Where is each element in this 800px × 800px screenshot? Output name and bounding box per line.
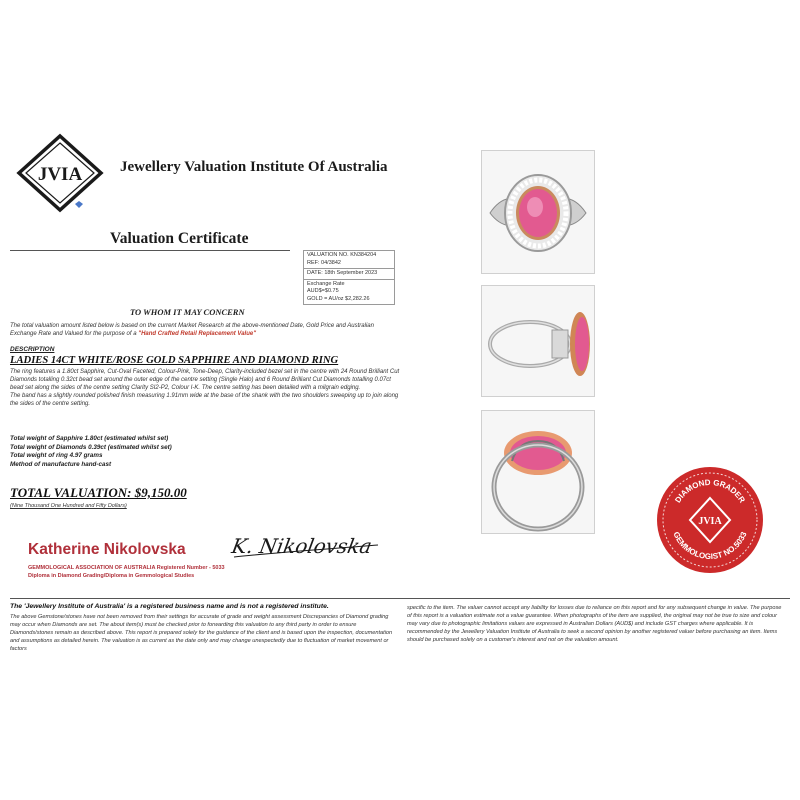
seal-top-text: DIAMOND GRADER xyxy=(673,477,747,505)
valuation-number: VALUATION NO. KN384204 xyxy=(307,252,377,258)
title-divider xyxy=(10,250,290,251)
diamond-weight: Total weight of Diamonds 0.39ct (estimated whilst set) xyxy=(10,443,172,451)
salutation: TO WHOM IT MAY CONCERN xyxy=(130,307,245,317)
footer-divider xyxy=(10,598,790,599)
manufacture-method: Method of manufacture hand-cast xyxy=(10,460,112,468)
org-name: Jewellery Valuation Institute Of Australia xyxy=(120,159,388,175)
seal-center-text: JVIA xyxy=(698,516,722,527)
valuation-purpose: "Hand Crafted Retail Replacement Value" xyxy=(138,331,257,337)
item-description xyxy=(10,368,402,408)
gemmologist-seal xyxy=(655,465,765,575)
signature-text: K. Nikolovska xyxy=(229,534,374,558)
logo-text: JVIA xyxy=(37,164,83,185)
valuer-name: Katherine Nikolovska xyxy=(28,541,186,558)
ring-photo-side xyxy=(481,285,595,397)
exchange-rate-label: Exchange Rate xyxy=(307,280,345,287)
disclaimer-left: The above Gemstone/stones have not been removed from their settings for accurate of grade and weight assessment Discrepancies of Diamond grading may occur when Diamonds are set. The about item(s) must be checked prior to forwarding this valuation to any third party in order to ensure Diamonds/stones remain as described above. This report is prepared solely for the guidance of the client and is based upon the inspection, documentation and assumptions as detailed herein. The valuation is as current as the date only and may change unexpectedly due to fluctuation of market movement or factors xyxy=(10,614,393,652)
seal-bottom-text: GEMMOLOGIST NO.5033 xyxy=(671,530,749,562)
valuer-diploma: Diploma in Diamond Grading/Diploma in Gemmological Studies xyxy=(28,573,195,579)
valuer-signature xyxy=(228,523,388,569)
ring-photo-back xyxy=(481,410,595,534)
disclaimer-title: The 'Jewellery Institute of Australia' is a registered business name and is not a registered institute. xyxy=(10,603,329,610)
intro-body: The total valuation amount listed below is based on the current Market Research at the above-mentioned Date, Gold Price and Australian Exchange Rate and Valued for the purpose of a xyxy=(10,323,374,337)
description-paragraph: The ring features a 1.80ct Sapphire, Cut-Oval Faceted, Colour-Pink, Tone-Deep, Clarity-included bezel set in the centre with 24 Round Brilliant Cut Diamonds totalling 0.32ct bead set around the outer edge of the centre setting (Single Halo) and 6 Round Brilliant Cut Diamonds totalling 0.07ct bead set along the sides of the centre setting Clarity SI2-P2, Colour I-K. The centre setting has been detailed with a milgrain edging. xyxy=(10,369,400,392)
intro-text xyxy=(10,322,395,338)
weights-list xyxy=(10,435,172,469)
reference-number: REF: 04/3842 xyxy=(307,259,341,266)
reference-box xyxy=(303,250,395,305)
ring-photo-top xyxy=(481,150,595,274)
disclaimer-right: specific to the item. The valuer cannot accept any liability for losses due to reliance on this report and for any subsequent change in value. The purpose of this report is a valuation estimate not a value guarantee. When photographs of the item are supplied, the original may not be true to size and colour may vary due to photographic limitations values are expressed in Australian Dollars (AUD$) and include GST charges where applicable. It is recommended by the Jewellery Valuation Institute of Australia to seek a second opinion by another registered valuer before purchasing an item. Items should be purchased solely on a customer's interest and not on the valuation amount. xyxy=(407,605,782,643)
aud-rate: AUD$=$0.75 xyxy=(307,288,339,294)
diamond-icon xyxy=(75,201,83,208)
certificate-title: Valuation Certificate xyxy=(110,230,249,247)
description-label: DESCRIPTION xyxy=(10,346,55,353)
valuation-date: DATE: 18th September 2023 xyxy=(307,270,378,276)
ring-weight: Total weight of ring 4.97 grams xyxy=(10,452,103,460)
sapphire-weight: Total weight of Sapphire 1.80ct (estimated whilst set) xyxy=(10,435,169,442)
item-title: LADIES 14CT WHITE/ROSE GOLD SAPPHIRE AND DIAMOND RING xyxy=(10,355,339,366)
gold-rate: GOLD = AU/oz $2,282.26 xyxy=(307,295,370,302)
description-paragraph: The band has a slightly rounded polished finish measuring 1.91mm wide at the base of the shank with the two shoulders sweeping up to join along the sides of the centre setting. xyxy=(10,393,399,408)
jvia-logo xyxy=(16,133,104,213)
valuer-credential: GEMMOLOGICAL ASSOCIATION OF AUSTRALIA Registered Number - 5033 xyxy=(28,565,225,571)
total-valuation: TOTAL VALUATION: $9,150.00 xyxy=(10,485,187,500)
total-valuation-words: (Nine Thousand One Hundred and Fifty Dollars) xyxy=(10,503,127,509)
